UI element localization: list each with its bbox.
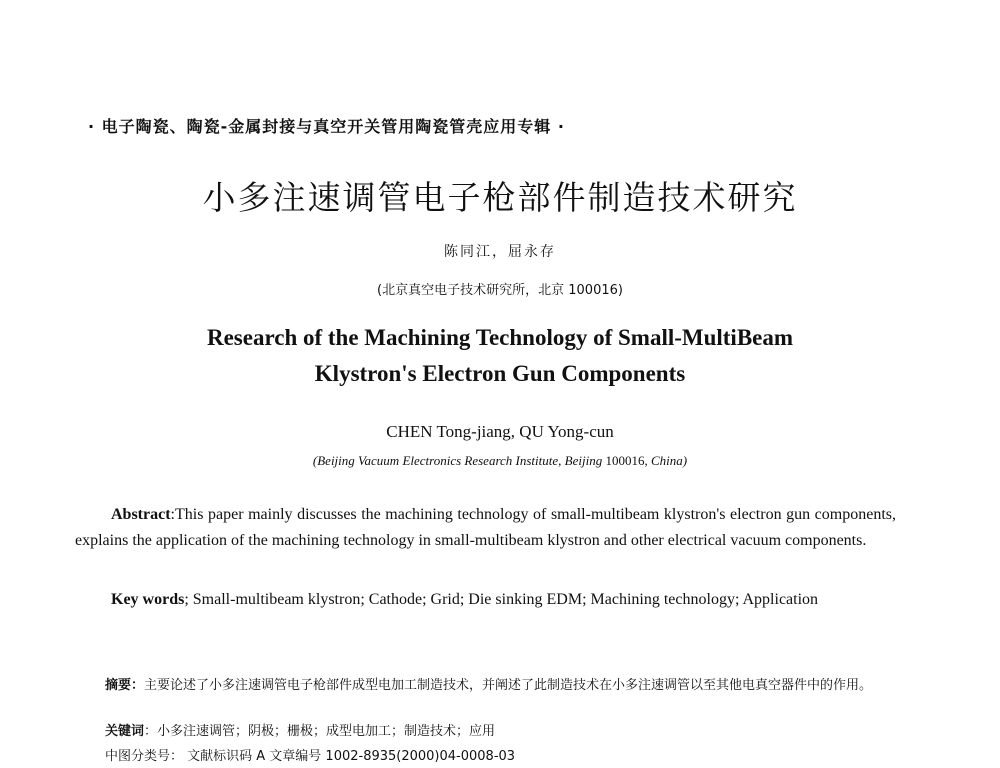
affiliation-postcode: 100016, (602, 453, 651, 468)
english-title-line-1: Research of the Machining Technology of Small-MultiBeam (206, 325, 794, 350)
affiliation-country: China) (650, 453, 688, 468)
cn-keywords-label: 关键词 (105, 724, 145, 739)
abstract-separator: : (170, 506, 175, 523)
chinese-affiliation: (北京真空电子技术研究所，北京 100016) (377, 283, 623, 298)
cn-keywords-text: 小多注速调管；阴极；栅极；成型电加工；制造技术；应用 (157, 724, 496, 739)
keywords-label: Key words (111, 591, 185, 608)
keywords-text: Small-multibeam klystron; Cathode; Grid; Die sinking EDM; Machining technology; Application (192, 591, 819, 608)
affiliation-institute: (Beijing Vacuum Electronics Research Institute, Beijing (312, 453, 603, 468)
cn-keywords-separator: ： (144, 724, 158, 739)
cn-abstract-label: 摘要 (105, 678, 132, 693)
abstract-text: This paper mainly discusses the machining technology of small-multibeam klystron's electron gun components, explains the application of the machining technology in small-multibeam klystron and other electrical vacuum components. (75, 506, 896, 549)
classification-line: 中图分类号： 文献标识码 A 文章编号 1002-8935(2000)04-0008-03 (105, 749, 516, 764)
chinese-authors: 陈同江，屈永存 (444, 244, 556, 260)
cn-abstract-text: 主要论述了小多注速调管电子枪部件成型电加工制造技术，并阐述了此制造技术在小多注速调管以至其他电真空器件中的作用。 (144, 678, 873, 693)
chinese-title: 小多注速调管电子枪部件制造技术研究 (202, 178, 798, 217)
english-affiliation (0, 453, 1000, 469)
keywords-separator: ; (184, 591, 193, 608)
english-keywords (75, 587, 896, 613)
series-header: · 电子陶瓷、陶瓷-金属封接与真空开关管用陶瓷管壳应用专辑 · (88, 117, 565, 136)
cn-abstract-separator: ： (131, 678, 145, 693)
english-title (0, 320, 1000, 392)
english-abstract (75, 502, 896, 554)
chinese-abstract (75, 675, 900, 697)
abstract-label: Abstract (111, 506, 171, 523)
chinese-keywords (75, 721, 900, 743)
english-title-line-2: Klystron's Electron Gun Components (314, 361, 686, 386)
english-authors: CHEN Tong-jiang, QU Yong-cun (386, 422, 614, 441)
